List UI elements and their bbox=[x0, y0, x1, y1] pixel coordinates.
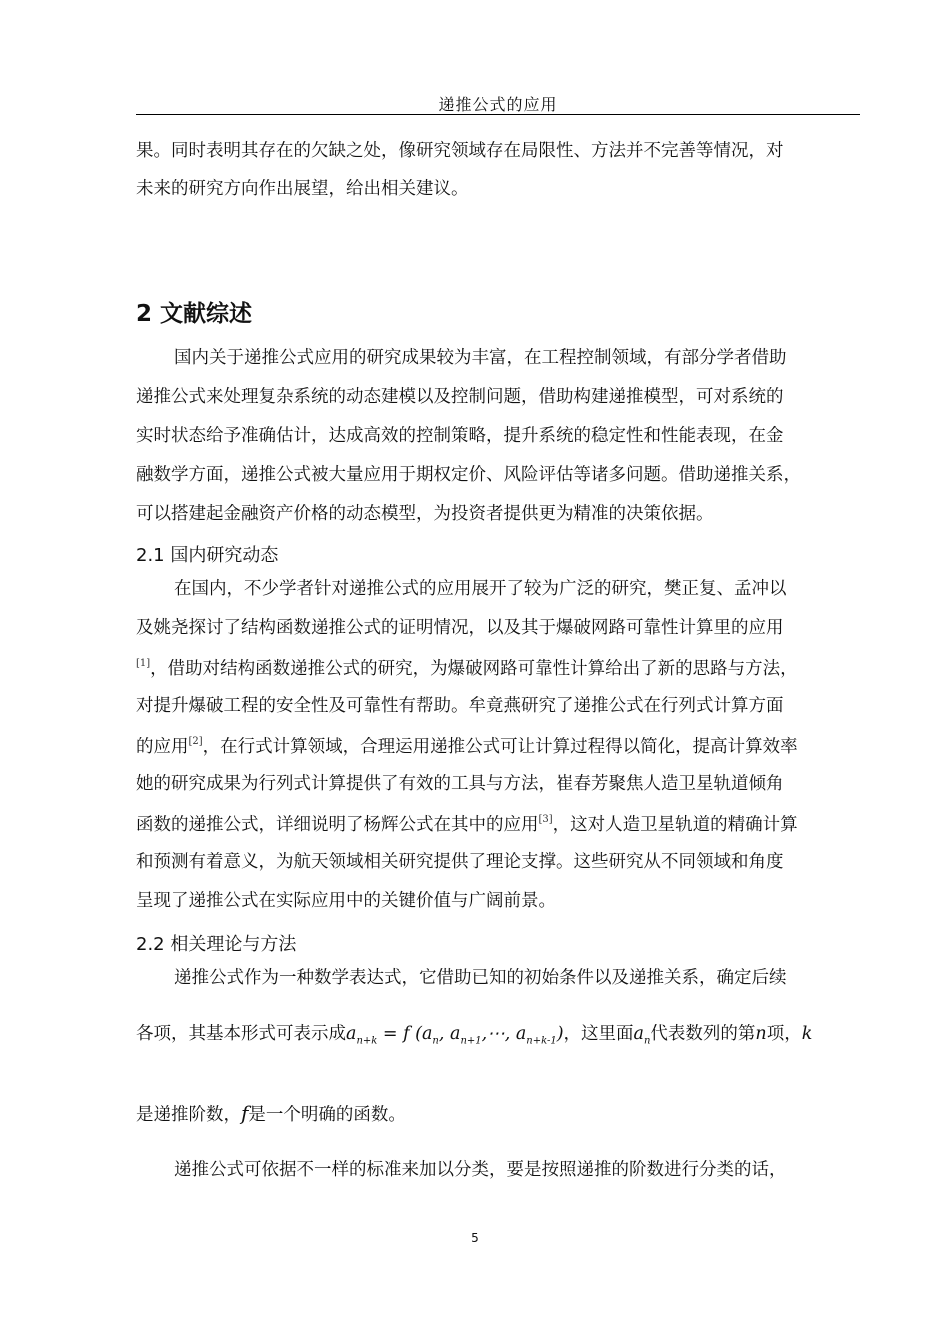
var-k: k bbox=[801, 1024, 813, 1044]
s22-line-3 bbox=[136, 1103, 406, 1125]
s2-line-3: 实时状态给予准确估计，达成高效的控制策略，提升系统的稳定性和性能表现，在金 bbox=[136, 426, 784, 446]
header-rule bbox=[136, 114, 860, 115]
s22-line-3a: 是递推阶数， bbox=[136, 1105, 241, 1125]
s21-line-7a: 函数的递推公式，详细说明了杨辉公式在其中的应用 bbox=[136, 815, 539, 835]
s21-line-8: 和预测有着意义，为航天领域相关研究提供了理论支撑。这些研究从不同领域和角度 bbox=[136, 852, 784, 872]
s22-line-3b: 是一个明确的函数。 bbox=[248, 1105, 406, 1125]
recurrence-formula: $a_{n+k} = f$ ($a_n$, $a_{n+1},\cdots$, $a_{n+k-1}$) bbox=[346, 1024, 564, 1047]
citation-2: [2] bbox=[188, 736, 203, 747]
s21-line-4: 对提升爆破工程的安全性及可靠性有帮助。牟竟燕研究了递推公式在行列式计算方面 bbox=[136, 696, 784, 716]
running-header: 递推公式的应用 bbox=[438, 95, 558, 114]
section-heading-2-2: 2.2 相关理论与方法 bbox=[136, 934, 297, 955]
citation-1: [1] bbox=[136, 658, 151, 669]
s21-line-5b: ，在行式计算领域，合理运用递推公式可让计算过程得以简化，提高计算效率 bbox=[202, 737, 798, 757]
citation-3: [3] bbox=[538, 814, 553, 825]
s21-line-1: 在国内，不少学者针对递推公式的应用展开了较为广泛的研究，樊正复、孟冲以 bbox=[174, 579, 787, 599]
s22-line-2b: ，这里面 bbox=[563, 1024, 634, 1044]
page-number: 5 bbox=[471, 1231, 479, 1245]
s21-line-9: 呈现了递推公式在实际应用中的关键价值与广阔前景。 bbox=[136, 891, 556, 911]
s21-line-3-text: ，借助对结构函数递推公式的研究，为爆破网路可靠性计算给出了新的思路与方法， bbox=[150, 659, 798, 679]
intro-line-2: 未来的研究方向作出展望，给出相关建议。 bbox=[136, 179, 469, 199]
s21-line-5a: 的应用 bbox=[136, 737, 189, 757]
s21-line-7b: ，这对人造卫星轨道的精确计算 bbox=[552, 815, 798, 835]
s22-line-2 bbox=[136, 1026, 812, 1047]
s21-line-2: 及姚尧探讨了结构函数递推公式的证明情况，以及其于爆破网路可靠性计算里的应用 bbox=[136, 618, 784, 638]
s2-line-4: 融数学方面，递推公式被大量应用于期权定价、风险评估等诸多问题。借助递推关系， bbox=[136, 465, 801, 485]
section-heading-2: 2 文献综述 bbox=[136, 301, 253, 327]
section-heading-2-1: 2.1 国内研究动态 bbox=[136, 545, 279, 566]
s2-line-5: 可以搭建起金融资产价格的动态模型，为投资者提供更为精准的决策依据。 bbox=[136, 504, 714, 524]
intro-line-1: 果。同时表明其存在的欠缺之处，像研究领域存在局限性、方法并不完善等情况，对 bbox=[136, 141, 784, 161]
s22-line-2a: 各项，其基本形式可表示成 bbox=[136, 1024, 346, 1044]
s22-line-4: 递推公式可依据不一样的标准来加以分类，要是按照递推的阶数进行分类的话， bbox=[174, 1160, 787, 1180]
s22-line-2d: 项， bbox=[766, 1024, 802, 1044]
s2-line-2: 递推公式来处理复杂系统的动态建模以及控制问题，借助构建递推模型，可对系统的 bbox=[136, 387, 784, 407]
s2-line-1: 国内关于递推公式应用的研究成果较为丰富，在工程控制领域，有部分学者借助 bbox=[174, 348, 787, 368]
s21-line-6: 她的研究成果为行列式计算提供了有效的工具与方法，崔春芳聚焦人造卫星轨道倾角 bbox=[136, 774, 784, 794]
var-n: n bbox=[755, 1024, 767, 1044]
s22-line-2c: 代表数列的第 bbox=[650, 1024, 756, 1044]
var-f: f bbox=[241, 1101, 249, 1125]
s22-line-1: 递推公式作为一种数学表达式，它借助已知的初始条件以及递推关系，确定后续 bbox=[174, 968, 787, 988]
s21-line-5 bbox=[136, 737, 798, 757]
s21-line-7 bbox=[136, 815, 798, 835]
term-an: $a_n$ bbox=[633, 1024, 651, 1047]
s21-line-3 bbox=[136, 659, 798, 679]
